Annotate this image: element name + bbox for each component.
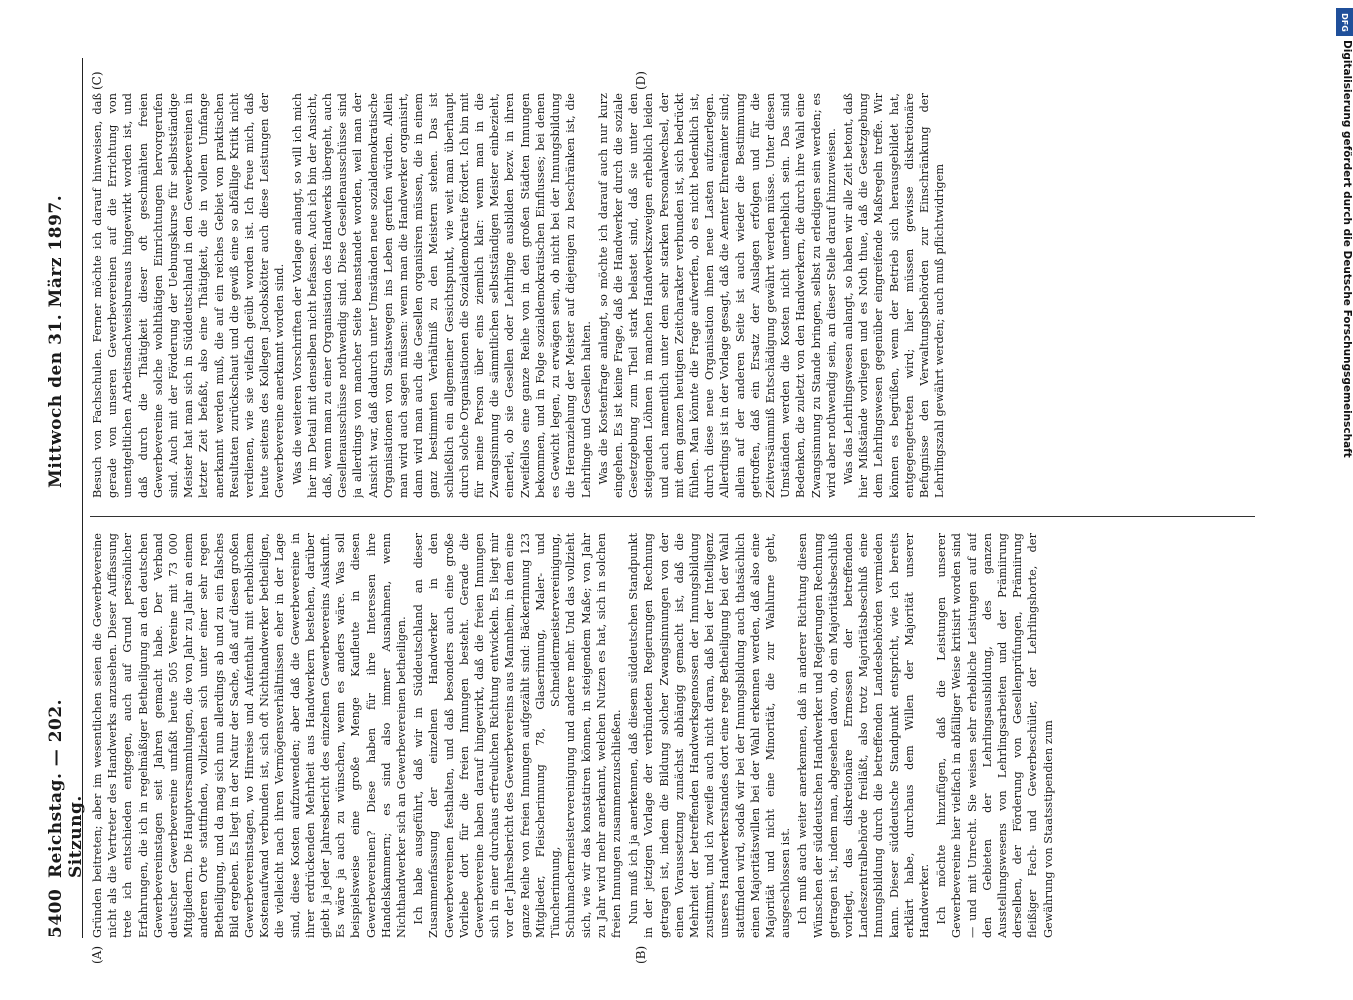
margin-marker-d: (D) [634,71,648,90]
session-date: Mittwoch den 31. März 1897. [46,194,66,488]
dfg-logo-text: DFG [1340,12,1350,32]
paragraph: Nun muß ich ja anerkennen, daß diesem süddeutschen Standpunkt in der jetzigen Vorlage der verbündeten Regierungen Rechnung getragen ist, indem die Bildung solcher Zwangsinnungen von der einen Voraussetzung zunächst abhängig gemacht ist, daß die Mehrheit der betreffenden Handwerksgenossen der Innungsbildung zustimmt, und ich zweifle auch nicht daran, daß bei der Intelligenz unseres Handwerkerstandes dort eine rege Betheiligung bei der Wahl stattfinden wird, sodaß wir bei der Innungsbildung auch thatsächlich einen Majoritätswillen bei der Wahl erkennen werden, daß also eine Majorität und nicht eine Minorität, die zur Wahlurne geht, ausgeschlossen ist. [627,533,793,938]
session-title: Reichstag. — 202. Sitzung. [46,698,86,878]
margin-marker-b: (B) [634,945,648,964]
left-text-column [90,533,1260,938]
paragraph: Was die weiteren Vorschriften der Vorlage anlangt, so will ich mich hier im Detail mit denselben nicht befassen. Auch ich bin der Ansicht, daß, wenn man zu einer Organisation des Handwerks übergeht, auch Gesellenausschüsse nothwendig sind. Diese Gesellenausschüsse sind ja allerdings von mancher Seite beanstandet worden, weil man der Ansicht war, daß dadurch unter Umständen neue sozialdemokratische Organisationen von Staatswegen ins Leben gerufen würden. Allein man wird auch sagen müssen: wenn man die Handwerker organisirt, dann wird man auch die Gesellen organisiren müssen, die in einem ganz bestimmten Verhältniß zu den Meistern stehen. Das ist schließlich ein allgemeiner Gesichtspunkt, wie weit man überhaupt durch solche Organisationen die Sozialdemokratie fördert. Ich bin mit für meine Person über eins ziemlich klar: wenn man in die Zwangsinnung die sämmtlichen selbstständigen Meister einbezieht, einerlei, ob sie Gesellen oder Lehrlinge ausbilden bezw. in ihren Zweifellos eine ganze Reihe von in den großen Städten Innungen bekommen, und in Folge sozialdemokratischen Einflusses; bei denen es Gewicht legen, zu erwägen sein, ob nicht bei der Innungsbildung die Heranziehung der Meister auf diejenigen zu beschränken ist, die Lehrlinge und Gesellen halten. [290,93,593,498]
digitization-note: Digitalisierung gefördert durch die Deutsche Forschungsgemeinschaft [1341,40,1353,458]
margin-marker-c: (C) [90,71,104,90]
paragraph: Besuch von Fachschulen. Ferner möchte ich darauf hinweisen, daß gerade von unseren Gewerbevereinen auf die Errichtung von unentgeltlichen Arbeitsnachweisbureaus hingewirkt worden ist, und daß durch die Thätigkeit dieser oft geschmähten freien Gewerbevereine solche wohlthätigen Einrichtungen hervorgerufen sind. Auch mit der Förderung der Uebungskurse für selbstständige Meister hat man sich in Süddeutschland in den Gewerbevereinen in letzter Zeit befaßt, also eine Thätigkeit, die in vollem Umfange anerkannt werden muß, die auf ein reiches Gebiet von praktischen Resultaten zurückschaut und die gewiß eine so abfällige Kritik nicht verdienen, wie sie vielfach geübt worden ist. Ich freue mich, daß heute seitens des Kollegen Jacobskötter auch diese Leistungen der Gewerbevereine anerkannt worden sind. [91,93,287,498]
page-header [42,58,86,938]
paragraph: Was das Lehrlingswesen anlangt, so haben wir alle Zeit betont, daß hier Mißstände vorliegen und es Noth thue, daß die Gesetzgebung dem Lehrlingswesen gegenüber eingreifende Maßregeln treffe. Wir können es begrüßen, wenn der Betrieb sich herausgebildet hat, entgegengetreten wird; hier müssen gewisse diskretionäre Befugnisse den Verwaltungsbehörden zur Einschränkung der Lehrlingszahl gewährt werden; auch muß pflichtwidrigem [841,93,947,498]
right-text-column [90,93,1260,498]
paragraph: Ich möchte hinzufügen, daß die Leistungen unserer Gewerbevereine hier vielfach in abfälliger Weise kritisirt worden sind — und mit Unrecht. Sie weisen sehr erhebliche Leistungen auf auf den Gebieten der Lehrlingsausbildung, des ganzen Ausstellungswesens von Lehrlingsarbeiten und der Prämiirung derselben, der Förderung von Gesellenprüfungen, Prämiirung fleißiger Fach- und Gewerbeschüler, der Lehrlingshorte, der Gewährung von Staatsstipendien zum [935,533,1055,938]
page-number: 5400 [46,888,66,938]
column-divider [90,516,1255,517]
paragraph: Ich muß auch weiter anerkennen, daß in anderer Richtung diesen Wünschen der süddeutschen Handwerker und Regierungen Rechnung getragen ist, indem man, abgesehen davon, ob ein Majoritätsbeschluß vorliegt, das diskretionäre Ermessen der betreffenden Landeszentralbehörde freiläßt, also trotz Majoritätsbeschluß eine Innungsbildung durch die betreffenden Landesbehörden vermieden kann. Dieser süddeutsche Standpunkt entspricht, wie ich bereits erklärt habe, durchaus dem Willen der Majorität unserer Handwerker. [796,533,931,938]
document-page [42,58,1272,964]
paragraph: Gründen beitreten; aber im wesentlichen seien die Gewerbevereine nicht als die Vertreter des Handwerks anzusehen. Dieser Auffassung trete ich entschieden entgegen, auch auf Grund persönlicher Erfahrungen, die ich in regelmäßiger Betheiligung an den deutschen Gewerbevereinstagen seit Jahren gemacht habe. Der Verband deutscher Gewerbevereine umfaßt heute 505 Vereine mit 73 000 Mitgliedern. Die Hauptversammlungen, die von Jahr zu Jahr an einem anderen Orte stattfinden, vollziehen sich unter einer sehr regen Betheiligung, und da mag sich nun allerdings ab und zu ein falsches Bild ergeben. Es liegt in der Natur der Sache, daß auf diesen großen Gewerbevereinstagen, wo Hinreise und Aufenthalt mit erheblichem Kostenaufwand verbunden ist, sich oft Nichthandwerker betheiligen, die vielleicht nach ihren Vermögensverhältnissen eher in der Lage sind, diese Kosten aufzuwenden; aber daß die Gewerbevereine in ihrer erdrückenden Mehrheit aus Handwerkern bestehen, darüber giebt ja jeder Jahresbericht des einzelnen Gewerbevereins Auskunft. Es wäre ja auch zu wünschen, wenn es anders wäre. Was soll beispielsweise eine große Menge Kaufleute in diesen Gewerbevereinen? Diese haben für ihre Interessen ihre Handelskammern; es sind also immer Ausnahmen, wenn Nichthandwerker sich an Gewerbevereinen betheiligen. [91,533,409,938]
paragraph: Was die Kostenfrage anlangt, so möchte ich darauf auch nur kurz eingehen. Es ist keine Frage, daß die Handwerker durch die soziale Gesetzgebung zum Theil stark belastet sind, daß sie unter den steigenden Löhnen in manchen Handwerkszweigen erheblich leiden und auch namentlich unter dem sehr starken Personalwechsel, der mit dem ganzen heutigen Zeitcharakter verbunden ist, sich bedrückt fühlen. Man könnte die Frage aufwerfen, ob es nicht bedenklich ist, durch diese neue Organisation ihnen neue Lasten aufzuerlegen. Allerdings ist in der Vorlage gesagt, daß die Aemter Ehrenämter sind; allein auf der anderen Seite ist auch wieder die Bestimmung getroffen, daß ein Ersatz der Auslagen erfolgen und für die Zeitversäumniß Entschädigung gewährt werden müsse. Unter diesen Umständen werden die Kosten nicht unerheblich sein. Das sind Bedenken, die zuletzt von den Handwerkern, die durch ihre Wahl eine Zwangsinnung zu Stande bringen, selbst zu erledigen sein werden; es wird aber nothwendig sein, an dieser Stelle darauf hinzuweisen. [596,93,838,498]
dfg-logo [1336,8,1353,36]
paragraph: Ich habe ausgeführt, daß wir in Süddeutschland an dieser Zusammenfassung der einzelnen Handwerker in den Gewerbevereinen festhalten, und daß besonders auch eine große Vorliebe dort für die freien Innungen besteht. Gerade die Gewerbevereine haben darauf hingewirkt, daß die freien Innungen sich in einer durchaus erfreulichen Richtung entwickeln. Es liegt mir vor der Jahresbericht des Gewerbevereins aus Mannheim, in dem eine ganze Reihe von freien Innungen aufgezählt sind: Bäckerinnung 123 Mitglieder, Fleischerinnung 78, Glaserinnung, Maler- und Tüncherinnung, Schneidermeistervereinigung, Schuhmachermeistervereinigung und andere mehr. Und das vollzieht sich, wie wir das konstatiren können, in steigendem Maße; von Jahr zu Jahr wird mehr anerkannt, welchen Nutzen es hat, sich in solchen freien Innungen zusammenzuschließen. [412,533,623,938]
margin-marker-a: (A) [90,945,104,964]
